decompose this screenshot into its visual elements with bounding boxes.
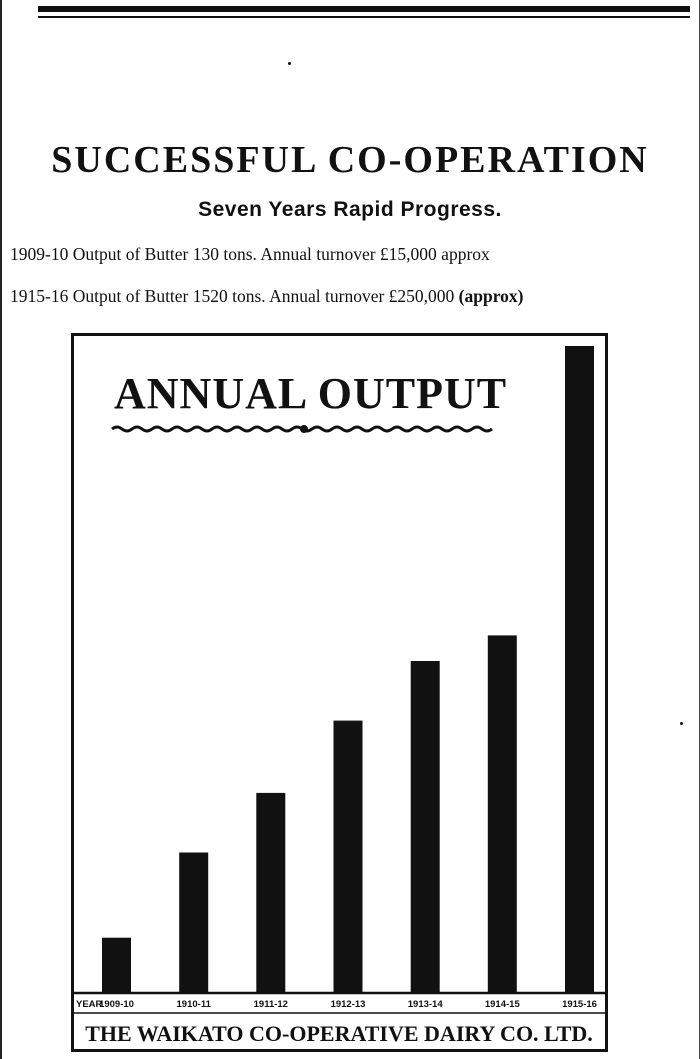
x-tick-label: 1911-12: [253, 999, 288, 1010]
bar-1912-13: [334, 721, 363, 993]
print-speck: [288, 62, 291, 65]
output-line-1909: [10, 244, 695, 265]
x-tick-label: 1913-14: [407, 999, 443, 1010]
title-underline-dot: [300, 425, 308, 433]
bar-1909-10: [102, 938, 131, 993]
x-axis-label: YEAR: [76, 999, 103, 1010]
bar-1915-16: [565, 346, 594, 993]
chart-title: ANNUAL OUTPUT: [114, 369, 508, 418]
x-tick-labels: [76, 999, 597, 1010]
subheadline: Seven Years Rapid Progress.: [198, 198, 502, 221]
x-tick-label: 1915-16: [562, 999, 597, 1010]
x-tick-label: 1914-15: [484, 999, 520, 1010]
output-text: 1915-16 Output of Butter 1520 tons.: [10, 286, 266, 306]
x-tick-label: 1909-10: [99, 999, 134, 1010]
x-tick-label: 1910-11: [176, 999, 211, 1010]
output-text: 1909-10 Output of Butter 130 tons.: [10, 244, 257, 264]
turnover-text: Annual turnover £250,000: [269, 286, 455, 306]
turnover-text: Annual turnover £15,000: [260, 244, 437, 264]
x-tick-label: 1912-13: [330, 999, 366, 1010]
bars-layer: [102, 346, 594, 993]
print-speck: [680, 722, 683, 725]
bar-1910-11: [179, 853, 208, 994]
bar-1914-15: [488, 635, 517, 993]
chart-footer: THE WAIKATO CO-OPERATIVE DAIRY CO. LTD.: [85, 1021, 593, 1046]
chart-frame: [71, 333, 608, 1052]
approx-note: (approx): [458, 286, 524, 306]
top-rule-thick: [38, 6, 690, 12]
output-line-1915: [10, 286, 695, 307]
annual-output-chart: [74, 336, 605, 1049]
bar-1913-14: [411, 661, 440, 993]
headline: SUCCESSFUL CO-OPERATION: [51, 139, 649, 181]
top-rule-thin: [38, 16, 690, 18]
approx-note: approx: [441, 244, 490, 264]
bar-1911-12: [256, 793, 285, 993]
